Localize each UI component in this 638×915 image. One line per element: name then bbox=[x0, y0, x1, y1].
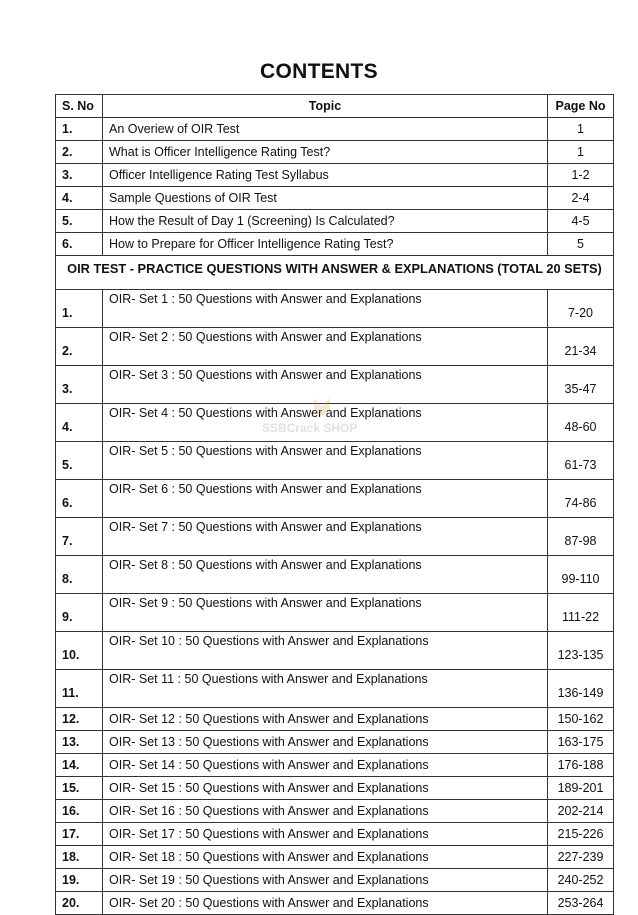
table-row bbox=[56, 366, 614, 404]
row-page: 123-135 bbox=[548, 632, 614, 670]
row-sno: 11. bbox=[56, 670, 103, 708]
row-topic: How the Result of Day 1 (Screening) Is Calculated? bbox=[103, 210, 548, 233]
row-sno: 8. bbox=[56, 556, 103, 594]
row-topic: OIR- Set 17 : 50 Questions with Answer and Explanations bbox=[103, 823, 548, 846]
row-page: 61-73 bbox=[548, 442, 614, 480]
table-row bbox=[56, 518, 614, 556]
table-row bbox=[56, 777, 614, 800]
row-sno: 4. bbox=[56, 187, 103, 210]
row-page: 136-149 bbox=[548, 670, 614, 708]
row-page: 35-47 bbox=[548, 366, 614, 404]
row-sno: 3. bbox=[56, 164, 103, 187]
row-topic: OIR- Set 2 : 50 Questions with Answer and Explanations bbox=[103, 328, 548, 366]
row-topic: OIR- Set 11 : 50 Questions with Answer and Explanations bbox=[103, 670, 548, 708]
row-topic: OIR- Set 1 : 50 Questions with Answer and Explanations bbox=[103, 290, 548, 328]
row-page: 202-214 bbox=[548, 800, 614, 823]
row-topic: OIR- Set 14 : 50 Questions with Answer and Explanations bbox=[103, 754, 548, 777]
row-topic: OIR- Set 20 : 50 Questions with Answer and Explanations bbox=[103, 892, 548, 915]
row-page: 87-98 bbox=[548, 518, 614, 556]
row-page: 111-22 bbox=[548, 594, 614, 632]
row-sno: 1. bbox=[56, 290, 103, 328]
row-sno: 16. bbox=[56, 800, 103, 823]
table-row bbox=[56, 233, 614, 256]
row-sno: 15. bbox=[56, 777, 103, 800]
row-topic: What is Officer Intelligence Rating Test? bbox=[103, 141, 548, 164]
row-sno: 1. bbox=[56, 118, 103, 141]
row-sno: 13. bbox=[56, 731, 103, 754]
section-title: OIR TEST - PRACTICE QUESTIONS WITH ANSWER & EXPLANATIONS (TOTAL 20 SETS) bbox=[56, 256, 614, 290]
row-topic: OIR- Set 5 : 50 Questions with Answer and Explanations bbox=[103, 442, 548, 480]
row-page: 21-34 bbox=[548, 328, 614, 366]
row-page: 176-188 bbox=[548, 754, 614, 777]
table-row bbox=[56, 187, 614, 210]
row-sno: 20. bbox=[56, 892, 103, 915]
row-topic: OIR- Set 15 : 50 Questions with Answer and Explanations bbox=[103, 777, 548, 800]
row-page: 227-239 bbox=[548, 846, 614, 869]
row-page: 240-252 bbox=[548, 869, 614, 892]
row-sno: 18. bbox=[56, 846, 103, 869]
row-topic: OIR- Set 9 : 50 Questions with Answer and Explanations bbox=[103, 594, 548, 632]
row-sno: 6. bbox=[56, 233, 103, 256]
row-sno: 7. bbox=[56, 518, 103, 556]
header-topic: Topic bbox=[103, 95, 548, 118]
row-page: 74-86 bbox=[548, 480, 614, 518]
row-page: 2-4 bbox=[548, 187, 614, 210]
table-row bbox=[56, 869, 614, 892]
table-row bbox=[56, 118, 614, 141]
row-topic: OIR- Set 12 : 50 Questions with Answer and Explanations bbox=[103, 708, 548, 731]
table-row bbox=[56, 823, 614, 846]
table-row bbox=[56, 480, 614, 518]
table-row bbox=[56, 670, 614, 708]
table-row bbox=[56, 846, 614, 869]
row-sno: 2. bbox=[56, 328, 103, 366]
row-page: 48-60 bbox=[548, 404, 614, 442]
row-topic: OIR- Set 3 : 50 Questions with Answer and Explanations bbox=[103, 366, 548, 404]
header-sno: S. No bbox=[56, 95, 103, 118]
table-row bbox=[56, 290, 614, 328]
row-sno: 5. bbox=[56, 210, 103, 233]
row-page: 1-2 bbox=[548, 164, 614, 187]
table-row bbox=[56, 556, 614, 594]
row-page: 7-20 bbox=[548, 290, 614, 328]
row-sno: 10. bbox=[56, 632, 103, 670]
table-header-row bbox=[56, 95, 614, 118]
row-sno: 2. bbox=[56, 141, 103, 164]
row-sno: 12. bbox=[56, 708, 103, 731]
table-row bbox=[56, 892, 614, 915]
row-topic: OIR- Set 19 : 50 Questions with Answer and Explanations bbox=[103, 869, 548, 892]
table-row bbox=[56, 632, 614, 670]
row-page: 5 bbox=[548, 233, 614, 256]
row-sno: 6. bbox=[56, 480, 103, 518]
row-topic: Officer Intelligence Rating Test Syllabus bbox=[103, 164, 548, 187]
section-header-row bbox=[56, 256, 614, 290]
row-page: 163-175 bbox=[548, 731, 614, 754]
row-topic: OIR- Set 8 : 50 Questions with Answer and Explanations bbox=[103, 556, 548, 594]
page-title: CONTENTS bbox=[260, 60, 378, 83]
row-sno: 9. bbox=[56, 594, 103, 632]
table-row bbox=[56, 141, 614, 164]
table-row bbox=[56, 594, 614, 632]
contents-table bbox=[55, 94, 614, 915]
table-row bbox=[56, 800, 614, 823]
row-page: 4-5 bbox=[548, 210, 614, 233]
table-row bbox=[56, 210, 614, 233]
row-page: 215-226 bbox=[548, 823, 614, 846]
row-page: 150-162 bbox=[548, 708, 614, 731]
row-topic: OIR- Set 4 : 50 Questions with Answer and Explanations bbox=[103, 404, 548, 442]
table-row bbox=[56, 754, 614, 777]
table-row bbox=[56, 164, 614, 187]
row-topic: OIR- Set 18 : 50 Questions with Answer and Explanations bbox=[103, 846, 548, 869]
row-topic: An Overiew of OIR Test bbox=[103, 118, 548, 141]
row-page: 1 bbox=[548, 118, 614, 141]
row-topic: OIR- Set 16 : 50 Questions with Answer and Explanations bbox=[103, 800, 548, 823]
row-topic: How to Prepare for Officer Intelligence Rating Test? bbox=[103, 233, 548, 256]
row-page: 253-264 bbox=[548, 892, 614, 915]
row-topic: OIR- Set 7 : 50 Questions with Answer and Explanations bbox=[103, 518, 548, 556]
row-topic: OIR- Set 10 : 50 Questions with Answer and Explanations bbox=[103, 632, 548, 670]
row-sno: 4. bbox=[56, 404, 103, 442]
table-row bbox=[56, 731, 614, 754]
row-sno: 3. bbox=[56, 366, 103, 404]
row-sno: 14. bbox=[56, 754, 103, 777]
header-page: Page No bbox=[548, 95, 614, 118]
row-page: 99-110 bbox=[548, 556, 614, 594]
table-row bbox=[56, 404, 614, 442]
table-row bbox=[56, 328, 614, 366]
table-row bbox=[56, 442, 614, 480]
row-sno: 17. bbox=[56, 823, 103, 846]
row-topic: OIR- Set 6 : 50 Questions with Answer and Explanations bbox=[103, 480, 548, 518]
watermark-text: SSBCrack SHOP bbox=[262, 421, 358, 435]
row-sno: 19. bbox=[56, 869, 103, 892]
row-sno: 5. bbox=[56, 442, 103, 480]
row-page: 189-201 bbox=[548, 777, 614, 800]
row-page: 1 bbox=[548, 141, 614, 164]
row-topic: OIR- Set 13 : 50 Questions with Answer and Explanations bbox=[103, 731, 548, 754]
contents-body bbox=[56, 118, 614, 915]
row-topic: Sample Questions of OIR Test bbox=[103, 187, 548, 210]
table-row bbox=[56, 708, 614, 731]
